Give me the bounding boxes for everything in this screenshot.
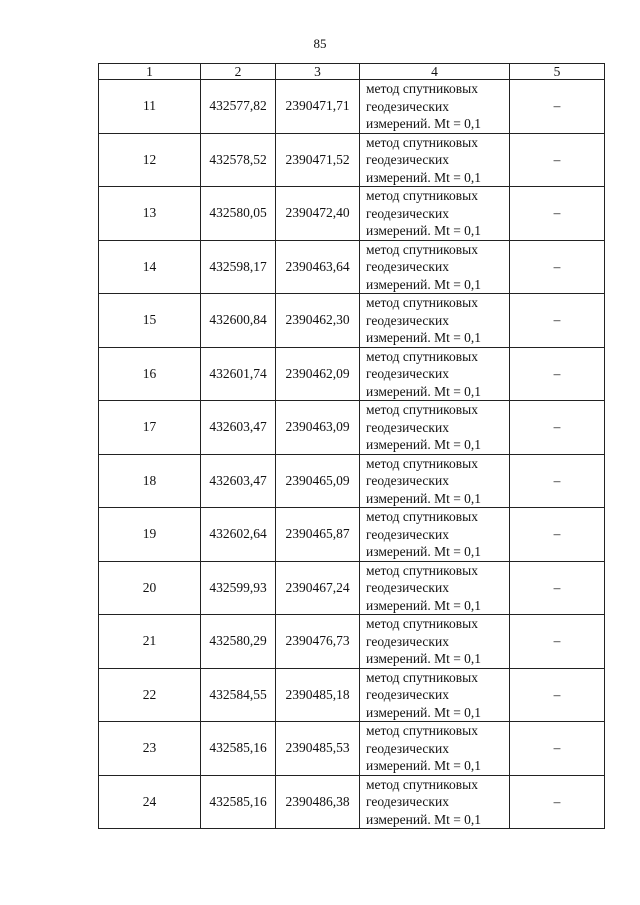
y-coordinate-cell: 2390471,71 bbox=[276, 80, 360, 134]
note-cell: – bbox=[510, 401, 605, 455]
header-col-5: 5 bbox=[510, 64, 605, 80]
y-coordinate-cell: 2390476,73 bbox=[276, 615, 360, 669]
method-cell: метод спутниковых геодезических измерений. Mt = 0,1 bbox=[360, 775, 510, 829]
x-coordinate-cell: 432603,47 bbox=[201, 401, 276, 455]
header-col-1: 1 bbox=[99, 64, 201, 80]
table-row bbox=[99, 668, 605, 722]
method-cell: метод спутниковых геодезических измерений. Mt = 0,1 bbox=[360, 133, 510, 187]
y-coordinate-cell: 2390465,87 bbox=[276, 508, 360, 562]
header-col-4: 4 bbox=[360, 64, 510, 80]
note-cell: – bbox=[510, 615, 605, 669]
method-cell: метод спутниковых геодезических измерений. Mt = 0,1 bbox=[360, 401, 510, 455]
x-coordinate-cell: 432580,29 bbox=[201, 615, 276, 669]
method-cell: метод спутниковых геодезических измерений. Mt = 0,1 bbox=[360, 240, 510, 294]
point-number-cell: 18 bbox=[99, 454, 201, 508]
table-row bbox=[99, 240, 605, 294]
y-coordinate-cell: 2390472,40 bbox=[276, 187, 360, 241]
y-coordinate-cell: 2390462,09 bbox=[276, 347, 360, 401]
note-cell: – bbox=[510, 775, 605, 829]
note-cell: – bbox=[510, 722, 605, 776]
method-cell: метод спутниковых геодезических измерений. Mt = 0,1 bbox=[360, 561, 510, 615]
method-cell: метод спутниковых геодезических измерений. Mt = 0,1 bbox=[360, 668, 510, 722]
y-coordinate-cell: 2390462,30 bbox=[276, 294, 360, 348]
table-row bbox=[99, 187, 605, 241]
table-row bbox=[99, 508, 605, 562]
method-cell: метод спутниковых геодезических измерений. Mt = 0,1 bbox=[360, 615, 510, 669]
method-cell: метод спутниковых геодезических измерений. Mt = 0,1 bbox=[360, 294, 510, 348]
table-row bbox=[99, 401, 605, 455]
x-coordinate-cell: 432585,16 bbox=[201, 722, 276, 776]
method-cell: метод спутниковых геодезических измерений. Mt = 0,1 bbox=[360, 722, 510, 776]
table-row bbox=[99, 775, 605, 829]
y-coordinate-cell: 2390467,24 bbox=[276, 561, 360, 615]
table-row bbox=[99, 347, 605, 401]
note-cell: – bbox=[510, 240, 605, 294]
x-coordinate-cell: 432580,05 bbox=[201, 187, 276, 241]
x-coordinate-cell: 432584,55 bbox=[201, 668, 276, 722]
header-row bbox=[99, 64, 605, 80]
point-number-cell: 24 bbox=[99, 775, 201, 829]
x-coordinate-cell: 432578,52 bbox=[201, 133, 276, 187]
y-coordinate-cell: 2390486,38 bbox=[276, 775, 360, 829]
x-coordinate-cell: 432602,64 bbox=[201, 508, 276, 562]
x-coordinate-cell: 432585,16 bbox=[201, 775, 276, 829]
y-coordinate-cell: 2390463,64 bbox=[276, 240, 360, 294]
note-cell: – bbox=[510, 80, 605, 134]
y-coordinate-cell: 2390471,52 bbox=[276, 133, 360, 187]
method-cell: метод спутниковых геодезических измерений. Mt = 0,1 bbox=[360, 347, 510, 401]
point-number-cell: 23 bbox=[99, 722, 201, 776]
note-cell: – bbox=[510, 187, 605, 241]
table-header bbox=[99, 64, 605, 80]
table-row bbox=[99, 133, 605, 187]
table-row bbox=[99, 561, 605, 615]
point-number-cell: 16 bbox=[99, 347, 201, 401]
note-cell: – bbox=[510, 133, 605, 187]
header-col-3: 3 bbox=[276, 64, 360, 80]
note-cell: – bbox=[510, 454, 605, 508]
table-body bbox=[99, 80, 605, 829]
header-col-2: 2 bbox=[201, 64, 276, 80]
x-coordinate-cell: 432603,47 bbox=[201, 454, 276, 508]
point-number-cell: 12 bbox=[99, 133, 201, 187]
x-coordinate-cell: 432598,17 bbox=[201, 240, 276, 294]
note-cell: – bbox=[510, 508, 605, 562]
note-cell: – bbox=[510, 294, 605, 348]
point-number-cell: 20 bbox=[99, 561, 201, 615]
x-coordinate-cell: 432600,84 bbox=[201, 294, 276, 348]
point-number-cell: 13 bbox=[99, 187, 201, 241]
page-number: 85 bbox=[313, 36, 327, 51]
y-coordinate-cell: 2390485,18 bbox=[276, 668, 360, 722]
point-number-cell: 21 bbox=[99, 615, 201, 669]
table-row bbox=[99, 722, 605, 776]
note-cell: – bbox=[510, 561, 605, 615]
point-number-cell: 14 bbox=[99, 240, 201, 294]
x-coordinate-cell: 432599,93 bbox=[201, 561, 276, 615]
note-cell: – bbox=[510, 668, 605, 722]
table-row bbox=[99, 294, 605, 348]
point-number-cell: 11 bbox=[99, 80, 201, 134]
x-coordinate-cell: 432601,74 bbox=[201, 347, 276, 401]
y-coordinate-cell: 2390485,53 bbox=[276, 722, 360, 776]
table-row bbox=[99, 615, 605, 669]
y-coordinate-cell: 2390465,09 bbox=[276, 454, 360, 508]
point-number-cell: 19 bbox=[99, 508, 201, 562]
point-number-cell: 15 bbox=[99, 294, 201, 348]
method-cell: метод спутниковых геодезических измерений. Mt = 0,1 bbox=[360, 187, 510, 241]
point-number-cell: 17 bbox=[99, 401, 201, 455]
method-cell: метод спутниковых геодезических измерений. Mt = 0,1 bbox=[360, 80, 510, 134]
method-cell: метод спутниковых геодезических измерений. Mt = 0,1 bbox=[360, 454, 510, 508]
x-coordinate-cell: 432577,82 bbox=[201, 80, 276, 134]
y-coordinate-cell: 2390463,09 bbox=[276, 401, 360, 455]
point-number-cell: 22 bbox=[99, 668, 201, 722]
table-row bbox=[99, 80, 605, 134]
table-row bbox=[99, 454, 605, 508]
method-cell: метод спутниковых геодезических измерений. Mt = 0,1 bbox=[360, 508, 510, 562]
note-cell: – bbox=[510, 347, 605, 401]
coordinates-table bbox=[98, 63, 605, 829]
